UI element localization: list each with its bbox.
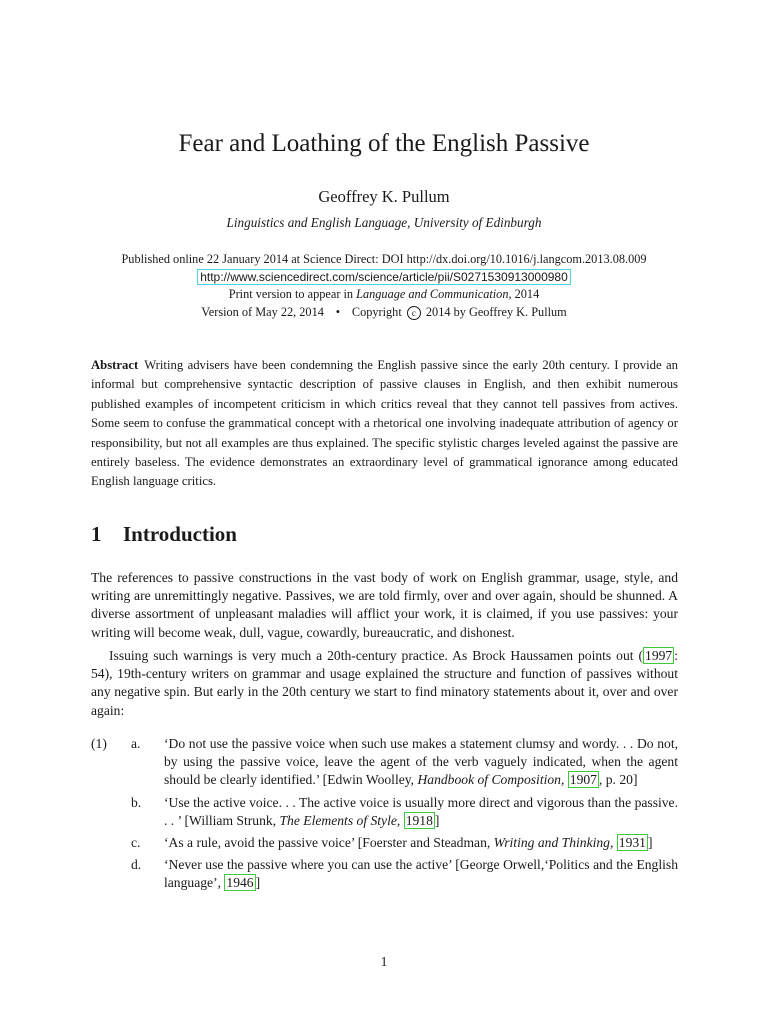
doi-line: Published online 22 January 2014 at Science Direct: DOI http://dx.doi.org/10.1016/j.langcom.2013.08.009 [121, 252, 647, 266]
abstract [91, 356, 678, 492]
copyright-label: Copyright [351, 304, 402, 319]
version-text: Version of May 22, 2014 [201, 304, 324, 319]
citation-year-link[interactable]: 1907 [569, 772, 597, 788]
author-affiliation: Linguistics and English Language, University of Edinburgh [226, 215, 542, 230]
separator: , [609, 835, 617, 851]
section-number: 1 [91, 522, 102, 546]
example-text [164, 856, 678, 892]
article-url-link[interactable]: http://www.sciencedirect.com/science/article/pii/S0271530913000980 [197, 269, 571, 285]
paper-title: Fear and Loathing of the English Passive [178, 130, 590, 157]
abstract-text: Writing advisers have been condemning the English passive since the early 20th century. I provide an informal but comprehensive syntactic description of passive clauses in English, and then exhibit numerous published examples of incompetent criticism in which critics reveal that they cannot tell passives from actives. Some seem to confuse the grammatical concept with a rhetorical one involving inadequate attribution of agency or responsibility, but not all examples are thus explained. The specific stylistic charges leveled against the passive are entirely baseless. The evidence demonstrates an extraordinary level of grammatical ignorance among educated English language critics. [91, 358, 678, 489]
publication-info [0, 251, 768, 321]
body-paragraph-2 [91, 647, 678, 720]
work-title: Handbook of Composition [417, 772, 561, 788]
copyright-icon: c [407, 306, 421, 320]
work-title: Writing and Thinking [493, 835, 610, 851]
example-item-a [91, 735, 678, 790]
work-title: The Elements of Style [279, 812, 397, 828]
abstract-label: Abstract [91, 358, 139, 372]
example-number: (1) [91, 736, 107, 751]
example-letter: a. [131, 736, 141, 751]
quote-text: ‘Do not use the passive voice when such use makes a statement clumsy and wordy. . . Do not, by using the passive voice, leave the agent of the verb vaguely indicated, when the agent should be clearly identified.’ [Edwin Woolley, [164, 736, 678, 788]
example-item-b [91, 794, 678, 830]
example-list [91, 735, 678, 897]
quote-text: ‘As a rule, avoid the passive voice’ [Foerster and Steadman, [164, 835, 494, 851]
citation-tail: , p. 20] [598, 772, 638, 788]
body-paragraph-1: The references to passive constructions in the vast body of work on English grammar, usage, style, and writing are unremittingly negative. Passives, we are told firmly, over and over again, should be shunned. A diverse assortment of unpleasant maladies will afflict your work, it is claimed, if you use passives: your writing will become weak, dull, vague, cowardly, bureaucratic, and dishonest. [91, 570, 678, 640]
journal-name: Language and Communication [356, 287, 509, 302]
copyright-holder: 2014 by Geoffrey K. Pullum [425, 304, 567, 319]
citation-tail: ] [647, 835, 653, 851]
quote-text: ‘Never use the passive where you can use the active’ [George Orwell,‘Politics and the English language’, [164, 857, 678, 891]
page-number: 1 [380, 954, 388, 969]
para2-text-post: : 54), 19th-century writers on grammar and usage explained the structure and function of passives without any negative spin. But early in the 20th century we start to find minatory statements about it, over and over again: [91, 648, 678, 718]
example-item-c [91, 834, 678, 852]
example-letter: c. [131, 835, 141, 851]
separator: , [560, 772, 568, 788]
example-text [164, 735, 678, 790]
author-name: Geoffrey K. Pullum [318, 187, 450, 206]
para2-text-pre: Issuing such warnings is very much a 20th-century practice. As Brock Haussamen points out ( [109, 648, 644, 663]
citation-year-link[interactable]: 1946 [226, 875, 254, 891]
example-text [164, 794, 678, 830]
section-title: Introduction [123, 522, 237, 546]
example-letter: d. [131, 857, 142, 873]
url-line [0, 269, 768, 287]
example-item-d [91, 856, 678, 892]
separator: , [396, 812, 404, 828]
bullet-icon: • [335, 304, 341, 319]
citation-year-link[interactable]: 1918 [405, 812, 433, 828]
citation-tail: ] [255, 875, 261, 891]
section-heading [91, 519, 678, 549]
example-letter: b. [131, 794, 142, 810]
citation-link[interactable]: 1997 [645, 648, 673, 663]
print-version-line [0, 286, 768, 304]
print-prefix: Print version to appear in [228, 287, 357, 302]
version-line [0, 304, 768, 322]
example-text [164, 834, 678, 852]
citation-tail: ] [434, 812, 440, 828]
citation-year-link[interactable]: 1931 [618, 835, 646, 851]
quote-text: ‘Use the active voice. . . The active voice is usually more direct and vigorous than the passive. . . ’ [William Strunk, [164, 794, 678, 828]
print-suffix: , 2014 [508, 287, 540, 302]
